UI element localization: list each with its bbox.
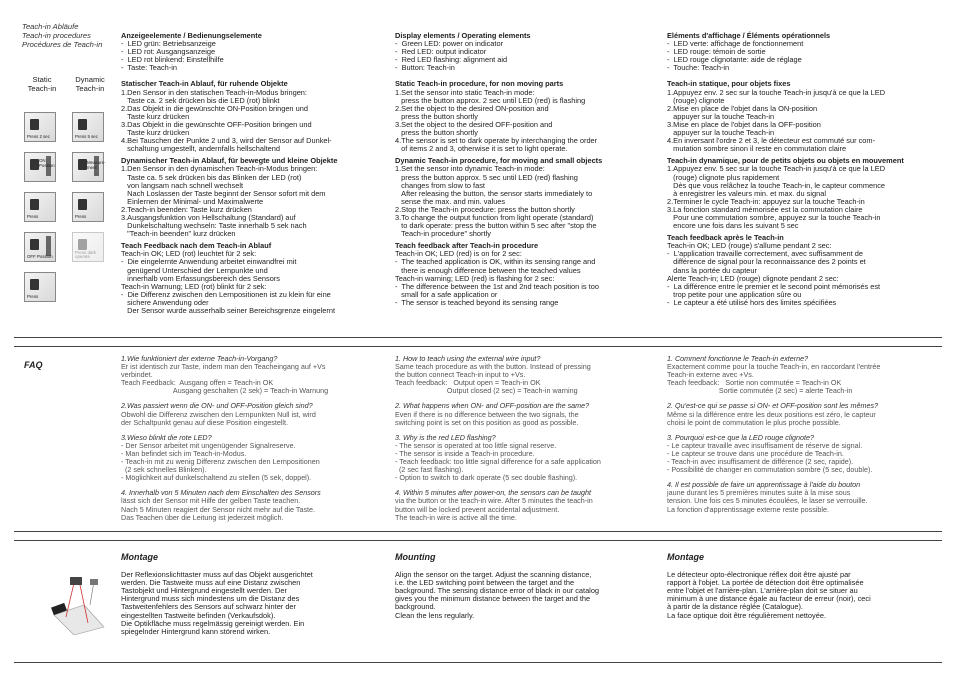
dynamic-header: Dynamic Teach-in (75, 75, 105, 93)
column-de (121, 32, 393, 315)
mounting-panel (14, 540, 942, 663)
dynamic-step-4-image: Press dark operate (72, 232, 104, 262)
side-titles (22, 22, 102, 49)
fr-static-steps: 1.Appuyez env. 2 sec sur la touche Teach-in jusqu'à ce que la LED (rouge) clignote 2.Mise en place de l'objet dans la ON-position appuyer sur la touche Teach-in 3.Mise en place de l'objet dans la OFF-position appuyer sur la touche Teach-in 4.En inversant l'ordre 2 et 3, le détecteur est commuté sur com- mutation sombre sinon il reste en commutation claire (667, 87, 886, 154)
mounting-en (395, 553, 665, 620)
en-feedback: Teach-in OK; LED (red) is on for 2 sec: - The teached application is OK, within its sensing range and there is enough difference between the teached values Teach-in warning; LED (red) is flashing for 2 sec: - The difference between the 1st and 2nd teach position is too small for a safe application or - The sensor is teached beyond its sensing range (395, 249, 599, 307)
fr-dynamic-title: Teach-in dynamique, pour de petits objets ou objets en mouvement (667, 156, 904, 166)
faq-de-q4: 4. Innerhalb von 5 Minuten nach dem Einschalten des Sensors (121, 488, 321, 498)
faq-fr-q3: 3. Pourquoi est-ce que la LED rouge clignote? (667, 432, 815, 442)
faq-title: FAQ (24, 360, 43, 370)
title-de: Teach-in Abläufe (22, 22, 79, 31)
mounting-illustration (44, 575, 114, 635)
faq-en-a3: - The sensor is operated at too little signal reserve. - The sensor is inside a Teach-in procedure. - Teach feedback: too little signal difference for a safe application (2 sec fast flashing). - Option to switch to dark operate (5 sec double flashing). (395, 440, 601, 483)
static-step-2-image: ON Position (24, 152, 56, 182)
faq-en-q2: 2. What happens when ON- and OFF-position are the same? (395, 401, 590, 411)
faq-en-q3: 3. Why is the red LED flashing? (395, 432, 496, 442)
faq-en-a2: Even if there is no difference between the two signals, the switching point is set on this position as good as possible. (395, 409, 579, 427)
faq-de-a4: lässt sich der Sensor mit Hilfe der gelben Taste teachen. Nach 5 Minuten reagiert der Sensor nicht mehr auf die Taste. Das Teachen über die Leitung ist jederzeit möglich. (121, 496, 316, 522)
en-static-title: Static Teach-in procedure, for non moving parts (395, 79, 564, 89)
faq-fr-a2: Même si la différence entre les deux positions est zéro, le capteur choisi le point de commutation le plus proche possible. (667, 409, 876, 427)
de-feedback: Teach-in OK; LED (rot) leuchtet für 2 sek: - Die eingelernte Anwendung arbeitet einwandfrei mit genügend Unterschied der Lernpunkte und innerhalb vom Erfassungsbereich des Sensors Teach-in Warnung; LED (rot) blinkt für 2 sek: - Die Differenz zwischen den Lernpositionen ist zu klein für eine sichere Anwendung oder Der Sensor wurde ausserhalb seiner Bereichsgrenze eingelernt (121, 249, 336, 315)
mounting-fr (667, 553, 939, 620)
fr-elements-title: Eléments d'affichage / Éléments opérationnels (667, 31, 831, 40)
faq-en-a4: via the button or the teach-in wire. After 5 minutes the teach-in button will be locked prevent accidental adjustment. The teach-in wire is active all the time. (395, 496, 593, 522)
de-element-4: - Taste: Teach-in (121, 63, 178, 73)
faq-fr-q1: 1. Comment fonctionne le Teach-in externe? (667, 354, 809, 363)
fr-element-2: - LED rouge: témoin de sortie (667, 47, 766, 57)
faq-en-q1: 1. How to teach using the external wire input? (395, 354, 541, 363)
de-static-title: Statischer Teach-in Ablauf, für ruhende Objekte (121, 79, 288, 89)
static-step-3-image: Press (24, 192, 56, 222)
title-en: Teach-in procedures (22, 31, 91, 40)
faq-de-q1: 1.Wie funktioniert der externe Teach-in-Vorgang? (121, 354, 278, 363)
faq-fr-a3: - Le capteur travaille avec insuffisament de réserve de signal. - Le capteur se trouve dans une procédure de Teach-in. - Teach-in avec insuffisament de différence (2 sec, rapide). - Possibilité de changer en commutation sombre (5 sec, double). (667, 440, 873, 475)
dynamic-step-3-image: Press (72, 192, 104, 222)
faq-panel (14, 346, 942, 532)
faq-de-a3: - Der Sensor arbeitet mit ungenügender Signalreserve. - Man befindet sich im Teach-in-Modus. - Teach-in mit zu wenig Differenz zwischen den Lernpositionen (2 sek schnelles Blinken). - Möglichkeit auf dunkelschaltend zu stellen (5 sek, doppel). (121, 440, 320, 483)
de-elements-title: Anzeigeelemente / Bedienungselemente (121, 31, 262, 40)
column-en (395, 32, 665, 307)
title-fr: Procédures de Teach-in (22, 40, 103, 49)
mounting-de-text: Der Reflexionslichttaster muss auf das Objekt ausgerichtet werden. Die Tastweite muss auf eine Distanz zwischen Tastobjekt und Hintergrund eingestellt werden. Der Hintergrund muss sich mindestens um die Distanz des Tastweitenfehlers des Sensors auf schwarz hinter der eingestellten Tastweite befinden (Verkaufsdok). Die Optikfläche muss regelmässig gereinigt werden. Ein spiegelnder Hintergrund kann störend wirken. (121, 570, 313, 636)
en-element-3: - Red LED flashing: alignment aid (395, 55, 508, 65)
mounting-de (121, 553, 393, 636)
fr-element-3: - LED rouge clignotante: aide de réglage (667, 55, 802, 65)
mounting-en-text: Align the sensor on the target. Adjust the scanning distance, i.e. the LED switching point between the target and the background. The sensing distance error of black in our catalog gives you the minimum distance between the target and the background. Clean the lens regularly. (395, 570, 600, 620)
faq-column-fr (667, 355, 939, 514)
de-element-3: - LED rot blinkend: Einstellhilfe (121, 55, 224, 65)
mounting-en-title: Mounting (395, 552, 436, 562)
faq-fr-a1: Exactement comme pour la touche Teach-in, en raccordant l'entrée Teach-in externe avec +Vs. Teach feedback: Sortie non commutée = Teach-in OK Sortie commutée (2 sec) = alerte Teach-in (667, 362, 881, 396)
static-header: Static Teach-in (27, 75, 57, 93)
en-element-1: - Green LED: power on indicator (395, 39, 504, 49)
faq-column-de (121, 355, 393, 522)
de-dynamic-steps: 1.Den Sensor in den dynamischen Teach-in-Modus bringen: Taste ca. 5 sek drücken bis das Blinken der LED (rot) von langsam nach schnell wechselt Nach Loslassen der Taste beginnt der Sensor sofort mit dem Einlernen der Minimal- und Maximalwerte 2.Teach-in beenden: Taste kurz drücken 3.Ausgangsfunktion von Hellschaltung (Standard) auf Dunkelschaltung wechseln: Taste innerhalb 5 sek nach "Teach-in beenden" kurz drücken (121, 164, 326, 239)
faq-de-a2: Obwohl die Differenz zwischen den Lernpunkten Null ist, wird der Schaltpunkt genau auf diese Position eingestellt. (121, 409, 316, 427)
fr-element-4: - Touche: Teach-in (667, 63, 730, 73)
faq-fr-q4: 4. Il est possible de faire un apprentissage à l'aide du bouton (667, 480, 861, 490)
de-static-steps: 1.Den Sensor in den statischen Teach-in-Modus bringen: Taste ca. 2 sek drücken bis die LED (rot) blinkt 2.Das Objekt in die gewünschte ON-Position bringen und Taste kurz drücken 3.Das Objekt in die gewünschte OFF-Position bringen und Taste kurz drücken 4.Bei Tauschen der Punkte 2 und 3, wird der Sensor auf Dunkel- schaltung umgestellt, andernfalls hellschaltend (121, 87, 332, 154)
faq-column-en (395, 355, 665, 522)
faq-fr-a4: jaune durant les 5 premières minutes suite à la mise sous tension. Une fois ces 5 minutes écoulées, le laser se verrouille. La fonction d'apprentissage externe reste possible. (667, 488, 868, 514)
en-static-steps: 1.Set the sensor into static Teach-in mode: press the button approx. 2 sec until LED (red) is flashing 2.Set the object to the desired ON-position and press the button shortly 3.Set the object to the desired OFF-position and press the button shortly 4.The sensor is set to dark operate by interchanging the order of items 2 and 3, otherwise it is set to light operate. (395, 87, 598, 154)
de-element-1: - LED grün: Betriebsanzeige (121, 39, 216, 49)
de-element-2: - LED rot: Ausgangsanzeige (121, 47, 216, 57)
en-element-4: - Button: Teach-in (395, 63, 455, 73)
faq-de-a1: Er ist identisch zur Taste, indem man den Teacheingang auf +Vs verbindet. Teach Feedback: Ausgang offen = Teach-in OK Ausgang geschalten (2 sek) = Teach-in Warnung (121, 362, 329, 396)
faq-fr-q2: 2. Qu'est-ce qui se passe si ON- et OFF-position sont les mêmes? (667, 401, 879, 411)
en-element-2: - Red LED: output indicator (395, 47, 487, 57)
column-fr (667, 32, 939, 307)
de-feedback-title: Teach Feedback nach dem Teach-in Ablauf (121, 241, 272, 251)
faq-de-q2: 2.Was passiert wenn die ON- und OFF-Position gleich sind? (121, 401, 313, 411)
fr-feedback: Teach-in OK; LED (rouge) s'allume pendant 2 sec: - L'application travaille correctement, avec suffisamment de différence de signal pour la reconnaissance des 2 points et dans la portée du capteur Alerte Teach-in; LED (rouge) clignote pendant 2 sec: - La différence entre le premier et le second point mémorisés est trop petite pour une application sûre ou - Le capteur a été utilisé hors des limites spécifiées (667, 241, 881, 307)
en-dynamic-steps: 1.Set the sensor into dynamic Teach-in mode: press the button approx. 5 sec until LED (red) flashing changes from slow to fast After releasing the button, the sensor starts immediately to sense the max. and min. values 2.Stop the Teach-in procedure: press the button shortly 3.To change the output function from light operate (standard) to dark operate: press the button within 5 sec after "stop the Teach-in procedure" shortly (395, 164, 597, 239)
faq-en-a1: Same teach procedure as with the button. Instead of pressing the button connect Teach-in input to +Vs. Teach feedback: Output open = Teach-in OK Output closed (2 sec) = Teach-in warning (395, 362, 591, 396)
mounting-fr-text: Le détecteur opto-électronique réflex doit être ajusté par rapport à l'objet. La portée de détection doit être optimalisée entre l'objet et l'arrière-plan. L'arrière-plan doit se situer au minimum à une distance égale au facteur de erreur (noir), ceci à partir de la distance réglée (Catalogue). La face optique doit être régulièrement nettoyée. (667, 570, 871, 620)
faq-en-q4: 4. Within 5 minutes after power-on, the sensors can be taught (395, 488, 591, 498)
fr-dynamic-steps: 1.Appuyez env. 5 sec sur la touche Teach-in jusqu'à ce que la LED (rouge) clignote plus rapidement Dès que vous relâchez la touche Teach-in, le capteur commence à enregistrer les valeurs min. et max. du signal 2.Terminer le cycle Teach-in: appuyez sur la touche Teach-in 3.La fonction standard mémorisée est la commutation claire Pour une commutation sombre, appuyez sur la touche Teach-in encore une fois dans les suivant 5 sec (667, 164, 886, 231)
en-feedback-title: Teach feedback after Teach-in procedure (395, 241, 539, 251)
mounting-fr-title: Montage (667, 552, 704, 562)
fr-static-title: Teach-in statique, pour objets fixes (667, 79, 791, 89)
dynamic-step-1-image: Press 5 sec (72, 112, 104, 142)
fr-feedback-title: Teach feedback après le Teach-in (667, 233, 784, 243)
mounting-de-title: Montage (121, 552, 158, 562)
en-elements-title: Display elements / Operating elements (395, 31, 531, 40)
teach-in-panel (14, 18, 942, 338)
de-dynamic-title: Dynamischer Teach-in Ablauf, für bewegte und kleine Objekte (121, 156, 338, 166)
dynamic-step-2-image: Measure-ment (72, 152, 104, 182)
faq-de-q3: 3.Wieso blinkt die rote LED? (121, 432, 212, 442)
en-dynamic-title: Dynamic Teach-in procedure, for moving and small objects (395, 156, 603, 166)
static-step-1-image: Press 2 sec (24, 112, 56, 142)
fr-element-1: - LED verte: affichage de fonctionnement (667, 39, 804, 49)
static-step-4-image: OFF Position (24, 232, 56, 262)
static-step-5-image: Press (24, 272, 56, 302)
